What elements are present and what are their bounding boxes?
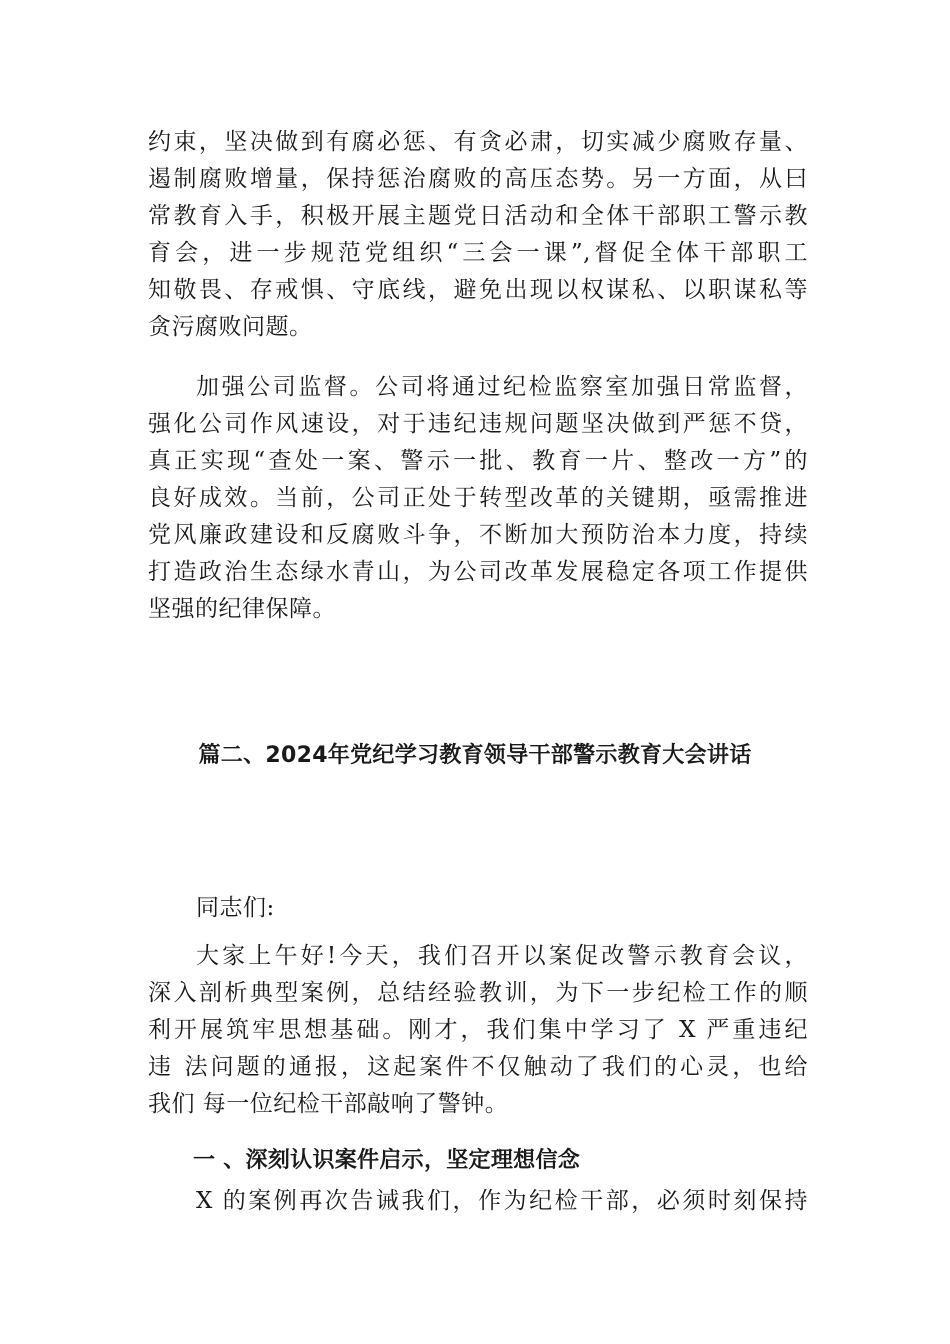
text-line: 深入剖析典型案例，总结经验教训，为下一步纪检工作的顺 [148, 980, 808, 1006]
paragraph-4 [148, 1183, 808, 1220]
text-line: 良好成效。当前，公司正处于转型改革的关键期，亟需推进 [148, 485, 808, 511]
text-line: 大家上午好!今天，我们召开以案促改警示教育会议， [196, 943, 808, 969]
section-title: 篇二、2024年党纪学习教育领导干部警示教育大会讲话 [198, 743, 752, 768]
text-line: 坚强的纪律保障。 [148, 596, 336, 622]
text-line: 加强公司监督。公司将通过纪检监察室加强日常监督， [196, 374, 808, 400]
text-line: 党风廉政建设和反腐败斗争，不断加大预防治本力度，持续 [148, 522, 808, 548]
paragraph-1 [148, 124, 808, 346]
text-line: 利开展筑牢思想基础。刚才，我们集中学习了 X 严重违纪 [148, 1017, 808, 1043]
text-line: 知敬畏、存戒惧、守底线，避免出现以权谋私、以职谋私等 [148, 277, 808, 303]
text-line: X 的案例再次告诫我们，作为纪检干部，必须时刻保持 [196, 1188, 808, 1214]
paragraph-3 [148, 938, 808, 1123]
text-line: 育会，进一步规范党组织“三会一课”,督促全体干部职工 [148, 240, 808, 266]
text-line: 约束，坚决做到有腐必惩、有贪必肃，切实减少腐败存量、 [148, 129, 808, 155]
text-line: 我们 每一位纪检干部敲响了警钟。 [148, 1091, 509, 1117]
text-line: 违 法问题的通报，这起案件不仅触动了我们的心灵，也给 [148, 1054, 808, 1080]
subheading-1: 一 、深刻认识案件启示，坚定理想信念 [193, 1148, 581, 1173]
paragraph-2 [148, 369, 808, 628]
salutation: 同志们: [196, 895, 275, 921]
text-line: 遏制腐败增量，保持惩治腐败的高压态势。另一方面，从曰 [148, 166, 808, 192]
text-line: 强化公司作风速设，对于违纪违规问题坚决做到严惩不贷， [148, 411, 808, 437]
salutation-block [148, 890, 808, 927]
text-line: 贪污腐败问题。 [148, 314, 313, 340]
text-line: 真正实现“查处一案、警示一批、教育一片、整改一方”的 [148, 448, 808, 474]
text-line: 常教育入手，积极开展主题党日活动和全体干部职工警示教 [148, 203, 808, 229]
text-line: 打造政治生态绿水青山，为公司改革发展稳定各项工作提供 [148, 559, 808, 585]
